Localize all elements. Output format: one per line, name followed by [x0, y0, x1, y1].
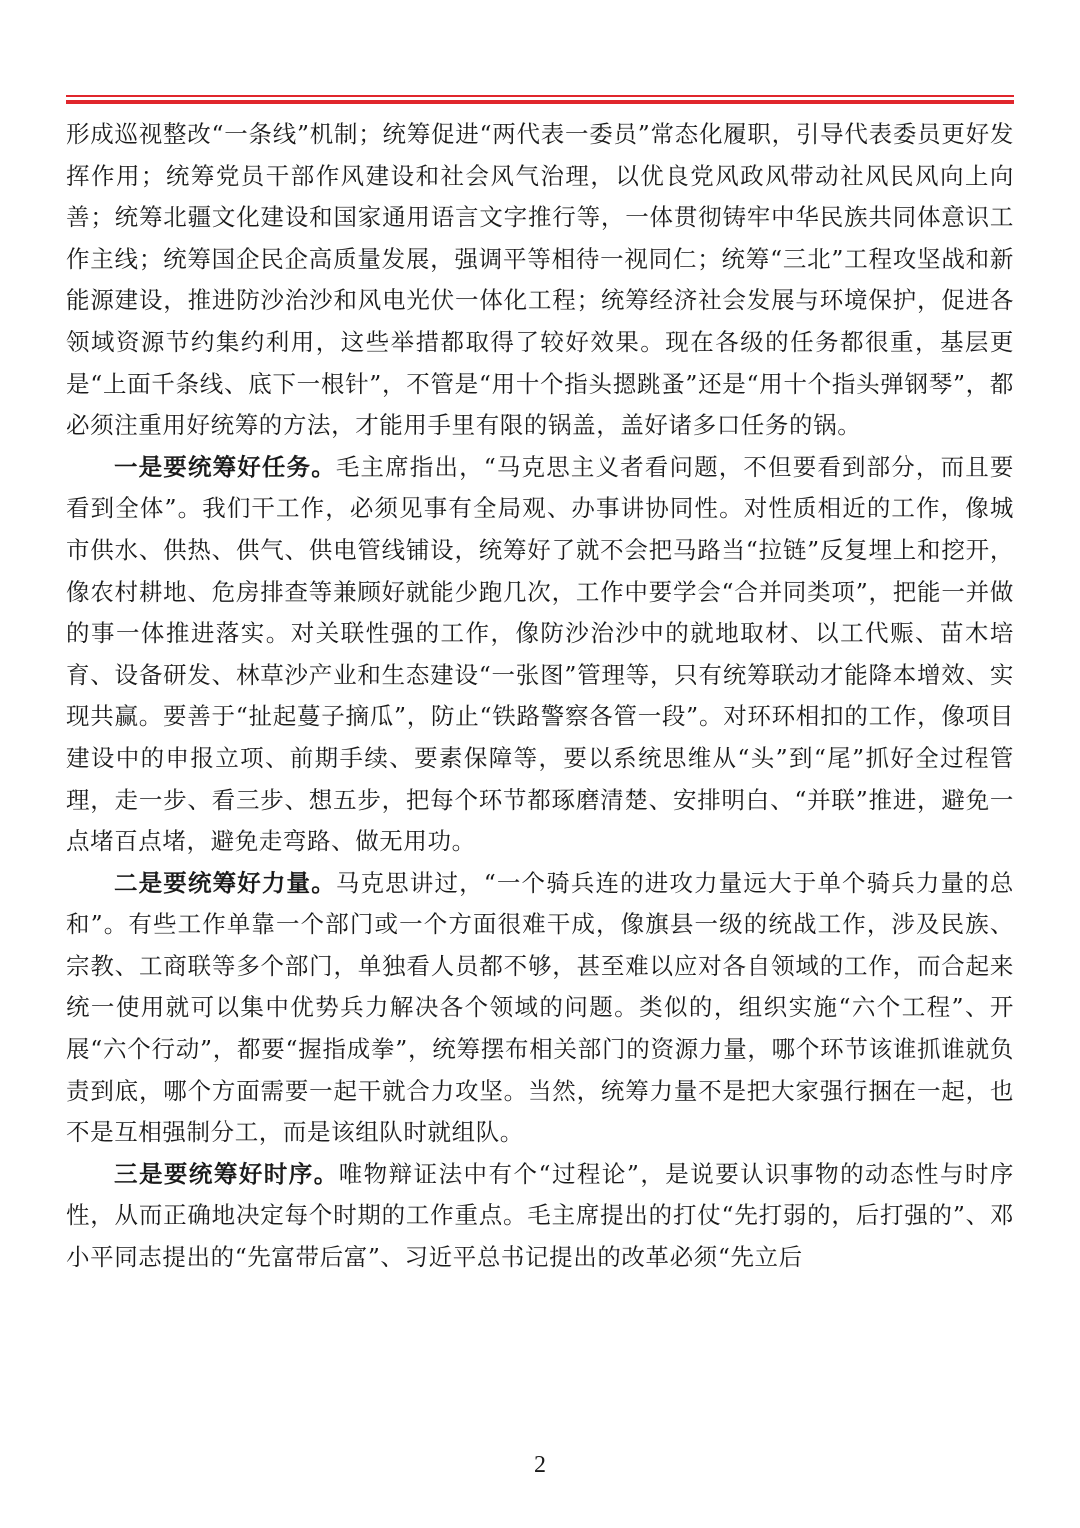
paragraph-timing — [66, 1154, 1014, 1279]
paragraph-continuation — [66, 114, 1014, 447]
document-body — [66, 114, 1014, 1279]
paragraph-lead: 三是要统筹好时序。 — [114, 1159, 339, 1188]
header-rule-thick — [66, 100, 1014, 104]
paragraph-tasks — [66, 447, 1014, 863]
paragraph-forces — [66, 863, 1014, 1154]
paragraph-lead: 一是要统筹好任务。 — [114, 452, 336, 481]
paragraph-lead: 二是要统筹好力量。 — [114, 868, 336, 897]
page-number: 2 — [534, 1452, 546, 1478]
paragraph-text: 形成巡视整改“一条线”机制；统筹促进“两代表一委员”常态化履职，引导代表委员更好发挥作用；统筹党员干部作风建设和社会风气治理，以优良党风政风带动社风民风向上向善；统筹北疆文化建设和国家通用语言文字推行等，一体贯彻铸牢中华民族共同体意识工作主线；统筹国企民企高质量发展，强调平等相待一视同仁；统筹“三北”工程攻坚战和新能源建设，推进防沙治沙和风电光伏一体化工程；统筹经济社会发展与环境保护，促进各领域资源节约集约利用，这些举措都取得了较好效果。现在各级的任务都很重，基层更是“上面千条线、底下一根针”，不管是“用十个指头摁跳蚤”还是“用十个指头弹钢琴”，都必须注重用好统筹的方法，才能用手里有限的锅盖，盖好诸多口任务的锅。 — [66, 120, 1014, 440]
paragraph-text: 毛主席指出，“马克思主义者看问题，不但要看到部分，而且要看到全体”。我们干工作，必须见事有全局观、办事讲协同性。对性质相近的工作，像城市供水、供热、供气、供电管线铺设，统筹好了就不会把马路当“拉链”反复埋上和挖开，像农村耕地、危房排查等兼顾好就能少跑几次，工作中要学会“合并同类项”，把能一并做的事一体推进落实。对关联性强的工作，像防沙治沙中的就地取材、以工代赈、苗木培育、设备研发、林草沙产业和生态建设“一张图”管理等，只有统筹联动才能降本增效、实现共赢。要善于“扯起蔓子摘瓜”，防止“铁路警察各管一段”。对环环相扣的工作，像项目建设中的申报立项、前期手续、要素保障等，要以系统思维从“头”到“尾”抓好全过程管理，走一步、看三步、想五步，把每个环节都琢磨清楚、安排明白、“并联”推进，避免一点堵百点堵，避免走弯路、做无用功。 — [66, 452, 1014, 856]
paragraph-text: 马克思讲过，“一个骑兵连的进攻力量远大于单个骑兵力量的总和”。有些工作单靠一个部门或一个方面很难干成，像旗县一级的统战工作，涉及民族、宗教、工商联等多个部门，单独看人员都不够，甚至难以应对各自领域的工作，而合起来统一使用就可以集中优势兵力解决各个领域的问题。类似的，组织实施“六个工程”、开展“六个行动”，都要“握指成拳”，统筹摆布相关部门的资源力量，哪个环节该谁抓谁就负责到底，哪个方面需要一起干就合力攻坚。当然，统筹力量不是把大家强行捆在一起，也不是互相强制分工，而是该组队时就组队。 — [66, 868, 1014, 1147]
header-rule-thin — [66, 95, 1014, 97]
paragraph-text: 唯物辩证法中有个“过程论”，是说要认识事物的动态性与时序性，从而正确地决定每个时期的工作重点。毛主席提出的打仗“先打弱的，后打强的”、邓小平同志提出的“先富带后富”、习近平总书记提出的改革必须“先立后 — [66, 1159, 1014, 1272]
